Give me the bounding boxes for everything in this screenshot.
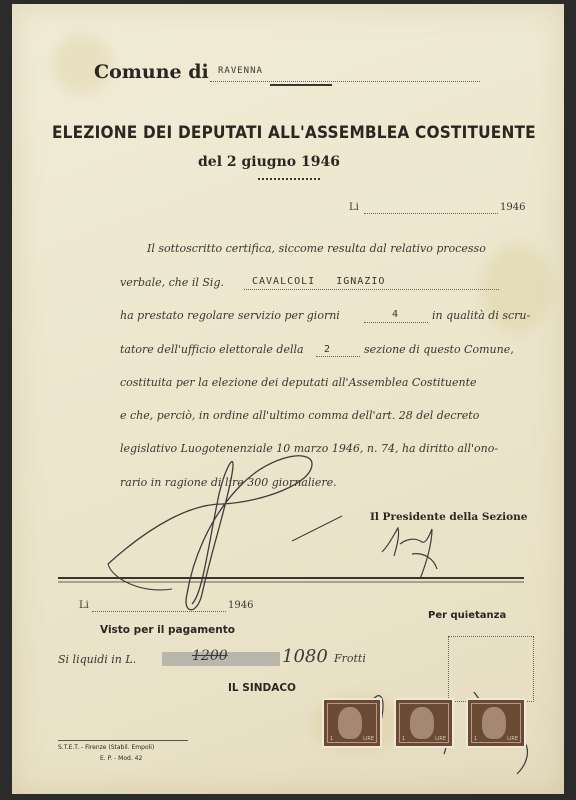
cert-line-7: legislativo Luogotenenziale 10 marzo 1946, n. 74, ha diritto all'ono- xyxy=(120,442,499,455)
quietanza-box xyxy=(448,636,534,702)
cert-line-6: e che, perciò, in ordine all'ultimo comma dell'art. 28 del decreto xyxy=(120,409,480,422)
days-value: 4 xyxy=(392,309,400,320)
payment-li-label: Li xyxy=(79,600,89,611)
cert-line-4a: tatore dell'ufficio elettorale della xyxy=(120,343,304,356)
section-value: 2 xyxy=(324,344,332,355)
revenue-stamp-1: LIRE 1 xyxy=(322,698,382,748)
li-year: 1946 xyxy=(500,202,526,213)
person-name: CAVALCOLI IGNAZIO xyxy=(252,276,386,287)
handwritten-amount: 1080 xyxy=(282,646,328,667)
cert-line-4b: sezione di questo Comune, xyxy=(364,343,514,356)
comune-value: RAVENNA xyxy=(218,66,263,76)
election-date: del 2 giugno 1946 xyxy=(198,154,340,170)
footer-model: E. P. - Mod. 42 xyxy=(100,755,143,762)
cert-line-3a: ha prestato regolare servizio per giorni xyxy=(120,309,340,322)
revenue-stamp-2: LIRE 1 xyxy=(394,698,454,748)
visto-label: Visto per il pagamento xyxy=(100,624,235,636)
payment-li-year: 1946 xyxy=(228,600,254,611)
si-liquidi-label: Si liquidi in L. xyxy=(58,653,137,666)
cert-line-8: rario in ragione di lire 300 giornaliere. xyxy=(120,476,337,489)
crossed-amount: 1200 xyxy=(192,648,228,664)
per-quietanza-label: Per quietanza xyxy=(428,610,507,621)
cert-line-1: Il sottoscritto certifica, siccome resulta dal relativo processo xyxy=(147,242,486,255)
president-label: Il Presidente della Sezione xyxy=(370,511,528,523)
li-label: Li xyxy=(349,202,359,213)
footer-rule xyxy=(58,740,188,741)
cert-line-2: verbale, che il Sig. xyxy=(120,276,224,289)
certificate-sheet xyxy=(12,4,564,794)
sindaco-label: IL SINDACO xyxy=(228,682,296,694)
footer-printer: S.T.E.T. - Firenze (Stabil. Empoli) xyxy=(58,744,155,751)
handwritten-suffix: Frotti xyxy=(334,652,366,665)
revenue-stamp-3: LIRE 1 xyxy=(466,698,526,748)
page-title: ELEZIONE DEI DEPUTATI ALL'ASSEMBLEA COSTITUENTE xyxy=(52,123,536,142)
cert-line-5: costituita per la elezione dei deputati all'Assemblea Costituente xyxy=(120,376,477,389)
comune-label: Comune di xyxy=(94,61,209,83)
cert-line-3b: in qualità di scru- xyxy=(432,309,531,322)
